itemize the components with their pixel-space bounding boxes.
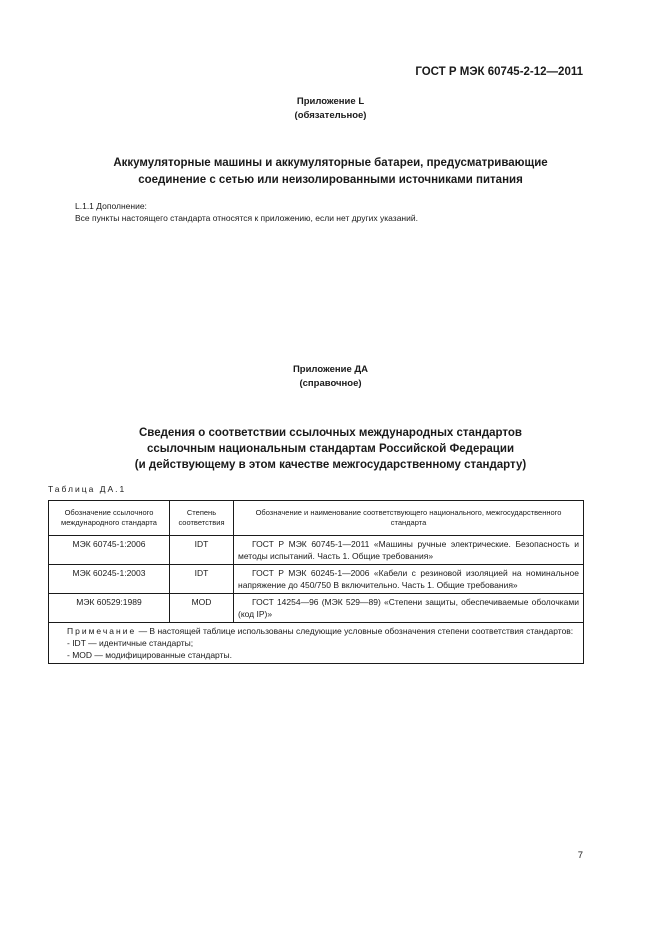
annex-l-text: Все пункты настоящего стандарта относятся к приложению, если нет других указаний.: [75, 213, 418, 223]
table-note-row: [49, 623, 584, 664]
row-degree: IDT: [170, 565, 234, 594]
table-row: [49, 536, 584, 565]
row-degree: IDT: [170, 536, 234, 565]
annex-da-heading-line1: Сведения о соответствии ссылочных международных стандартов: [138, 427, 522, 439]
note-item-idt: - IDT — идентичные стандарты;: [67, 638, 194, 648]
note-label: Примечание: [67, 626, 137, 636]
row-ref-standard: МЭК 60529:1989: [49, 594, 170, 623]
page-number: 7: [577, 850, 583, 861]
table-note: [49, 623, 584, 664]
table-row: [49, 565, 584, 594]
header-ref-standard: Обозначение ссылочного международного стандарта: [49, 501, 170, 536]
row-national-standard: ГОСТ 14254—96 (МЭК 529—89) «Степени защиты, обеспечиваемые оболочками (код IP)»: [234, 594, 584, 623]
annex-l-status: (обязательное): [294, 110, 367, 121]
annex-l-heading-line1: Аккумуляторные машины и аккумуляторные батареи, предусматривающие: [113, 157, 548, 169]
annex-da-title: Приложение ДА: [292, 364, 369, 375]
annex-l-clause: L.1.1 Дополнение:: [75, 201, 147, 211]
row-national-standard: ГОСТ Р МЭК 60745-1—2011 «Машины ручные электрические. Безопасность и методы испытаний. Часть 1. Общие требования»: [234, 536, 584, 565]
row-ref-standard: МЭК 60745-1:2006: [49, 536, 170, 565]
row-ref-standard: МЭК 60245-1:2003: [49, 565, 170, 594]
header-degree: Степень соответствия: [170, 501, 234, 536]
table-caption: Таблица ДА.1: [48, 484, 127, 494]
annex-da-status: (справочное): [299, 378, 362, 389]
note-item-mod: - MOD — модифицированные стандарты.: [67, 650, 232, 660]
annex-da-heading-line2: ссылочным национальным стандартам Российской Федерации: [146, 443, 515, 455]
table-header-row: [49, 501, 584, 536]
row-national-standard: ГОСТ Р МЭК 60245-1—2006 «Кабели с резиновой изоляцией на номинальное напряжение до 450/750 В включительно. Часть 1. Общие требования»: [234, 565, 584, 594]
correspondence-table: [48, 500, 584, 664]
note-text: — В настоящей таблице использованы следующие условные обозначения степени соответствия стандартов:: [136, 626, 574, 636]
annex-l-title: Приложение L: [296, 96, 365, 107]
annex-da-heading-line3: (и действующему в этом качестве межгосударственному стандарту): [134, 459, 527, 471]
row-degree: MOD: [170, 594, 234, 623]
table-row: [49, 594, 584, 623]
annex-l-heading-line2: соединение с сетью или неизолированными источниками питания: [138, 174, 523, 186]
header-national-standard: Обозначение и наименование соответствующего национального, межгосударственного стандарта: [234, 501, 584, 536]
document-code: ГОСТ Р МЭК 60745-2-12—2011: [415, 66, 583, 78]
